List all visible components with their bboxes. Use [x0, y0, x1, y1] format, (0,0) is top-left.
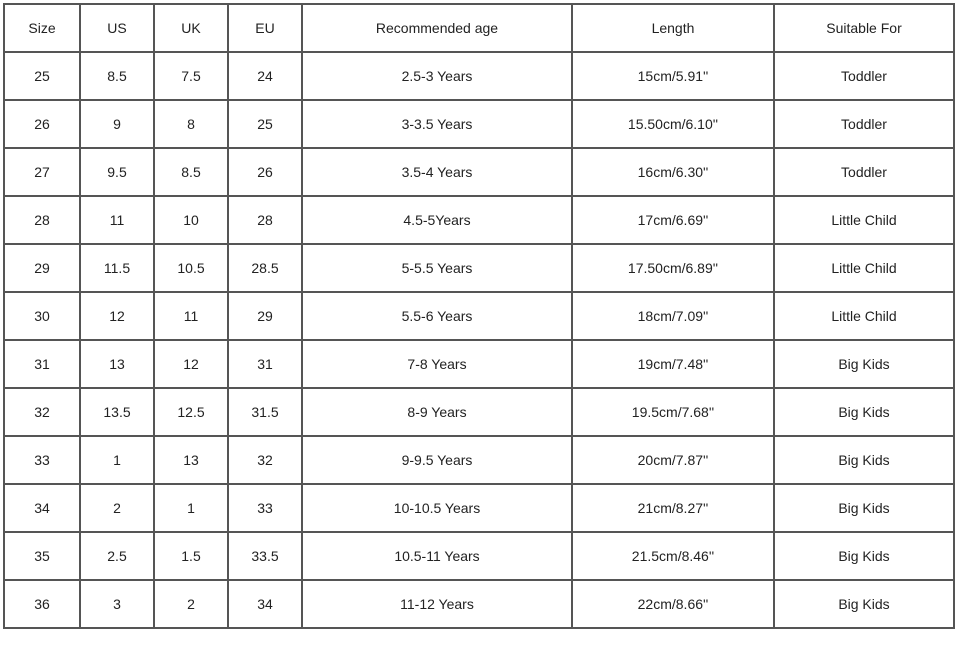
cell-us: 12	[80, 292, 154, 340]
cell-suitable-for: Big Kids	[774, 436, 954, 484]
cell-uk: 1.5	[154, 532, 228, 580]
cell-length: 17.50cm/6.89''	[572, 244, 774, 292]
cell-eu: 32	[228, 436, 302, 484]
table-row	[4, 388, 954, 436]
cell-uk: 7.5	[154, 52, 228, 100]
cell-recommended-age: 10-10.5 Years	[302, 484, 572, 532]
cell-suitable-for: Little Child	[774, 244, 954, 292]
cell-uk: 8	[154, 100, 228, 148]
cell-size: 25	[4, 52, 80, 100]
cell-recommended-age: 7-8 Years	[302, 340, 572, 388]
cell-length: 19.5cm/7.68''	[572, 388, 774, 436]
header-us: US	[80, 4, 154, 52]
cell-suitable-for: Big Kids	[774, 340, 954, 388]
cell-recommended-age: 11-12 Years	[302, 580, 572, 628]
cell-recommended-age: 3-3.5 Years	[302, 100, 572, 148]
cell-us: 2.5	[80, 532, 154, 580]
cell-recommended-age: 5-5.5 Years	[302, 244, 572, 292]
table-row	[4, 484, 954, 532]
cell-uk: 8.5	[154, 148, 228, 196]
cell-suitable-for: Little Child	[774, 292, 954, 340]
cell-size: 35	[4, 532, 80, 580]
cell-length: 21.5cm/8.46''	[572, 532, 774, 580]
cell-recommended-age: 3.5-4 Years	[302, 148, 572, 196]
cell-length: 19cm/7.48''	[572, 340, 774, 388]
table-row	[4, 244, 954, 292]
cell-uk: 13	[154, 436, 228, 484]
cell-suitable-for: Toddler	[774, 100, 954, 148]
table-row	[4, 436, 954, 484]
cell-eu: 33	[228, 484, 302, 532]
cell-uk: 10	[154, 196, 228, 244]
cell-length: 22cm/8.66''	[572, 580, 774, 628]
cell-size: 29	[4, 244, 80, 292]
cell-eu: 33.5	[228, 532, 302, 580]
cell-us: 3	[80, 580, 154, 628]
cell-length: 15.50cm/6.10''	[572, 100, 774, 148]
header-length: Length	[572, 4, 774, 52]
table-body	[4, 52, 954, 628]
header-recommended-age: Recommended age	[302, 4, 572, 52]
cell-eu: 24	[228, 52, 302, 100]
cell-length: 20cm/7.87''	[572, 436, 774, 484]
cell-eu: 28	[228, 196, 302, 244]
cell-recommended-age: 5.5-6 Years	[302, 292, 572, 340]
cell-size: 33	[4, 436, 80, 484]
cell-us: 9	[80, 100, 154, 148]
cell-uk: 12.5	[154, 388, 228, 436]
cell-recommended-age: 2.5-3 Years	[302, 52, 572, 100]
cell-suitable-for: Big Kids	[774, 484, 954, 532]
cell-size: 36	[4, 580, 80, 628]
cell-suitable-for: Toddler	[774, 52, 954, 100]
table-header-row	[4, 4, 954, 52]
cell-length: 21cm/8.27''	[572, 484, 774, 532]
cell-us: 11	[80, 196, 154, 244]
cell-suitable-for: Toddler	[774, 148, 954, 196]
cell-us: 2	[80, 484, 154, 532]
cell-length: 16cm/6.30''	[572, 148, 774, 196]
table-row	[4, 148, 954, 196]
cell-us: 13.5	[80, 388, 154, 436]
cell-eu: 29	[228, 292, 302, 340]
cell-size: 27	[4, 148, 80, 196]
cell-suitable-for: Big Kids	[774, 388, 954, 436]
cell-us: 13	[80, 340, 154, 388]
cell-recommended-age: 4.5-5Years	[302, 196, 572, 244]
cell-length: 17cm/6.69''	[572, 196, 774, 244]
cell-size: 28	[4, 196, 80, 244]
cell-size: 26	[4, 100, 80, 148]
cell-size: 31	[4, 340, 80, 388]
cell-suitable-for: Little Child	[774, 196, 954, 244]
cell-us: 9.5	[80, 148, 154, 196]
cell-us: 11.5	[80, 244, 154, 292]
header-size: Size	[4, 4, 80, 52]
cell-length: 18cm/7.09''	[572, 292, 774, 340]
cell-uk: 2	[154, 580, 228, 628]
cell-eu: 26	[228, 148, 302, 196]
cell-recommended-age: 8-9 Years	[302, 388, 572, 436]
cell-uk: 1	[154, 484, 228, 532]
cell-suitable-for: Big Kids	[774, 580, 954, 628]
cell-us: 1	[80, 436, 154, 484]
table-row	[4, 196, 954, 244]
cell-uk: 10.5	[154, 244, 228, 292]
table-row	[4, 52, 954, 100]
size-chart-table	[3, 3, 955, 629]
table-row	[4, 292, 954, 340]
cell-eu: 34	[228, 580, 302, 628]
cell-us: 8.5	[80, 52, 154, 100]
header-uk: UK	[154, 4, 228, 52]
cell-eu: 25	[228, 100, 302, 148]
cell-eu: 31	[228, 340, 302, 388]
cell-suitable-for: Big Kids	[774, 532, 954, 580]
cell-size: 32	[4, 388, 80, 436]
cell-size: 30	[4, 292, 80, 340]
table-row	[4, 580, 954, 628]
cell-recommended-age: 10.5-11 Years	[302, 532, 572, 580]
cell-eu: 31.5	[228, 388, 302, 436]
table-row	[4, 532, 954, 580]
header-suitable-for: Suitable For	[774, 4, 954, 52]
header-eu: EU	[228, 4, 302, 52]
cell-uk: 11	[154, 292, 228, 340]
cell-uk: 12	[154, 340, 228, 388]
cell-recommended-age: 9-9.5 Years	[302, 436, 572, 484]
table-row	[4, 100, 954, 148]
cell-length: 15cm/5.91''	[572, 52, 774, 100]
cell-eu: 28.5	[228, 244, 302, 292]
table-row	[4, 340, 954, 388]
cell-size: 34	[4, 484, 80, 532]
